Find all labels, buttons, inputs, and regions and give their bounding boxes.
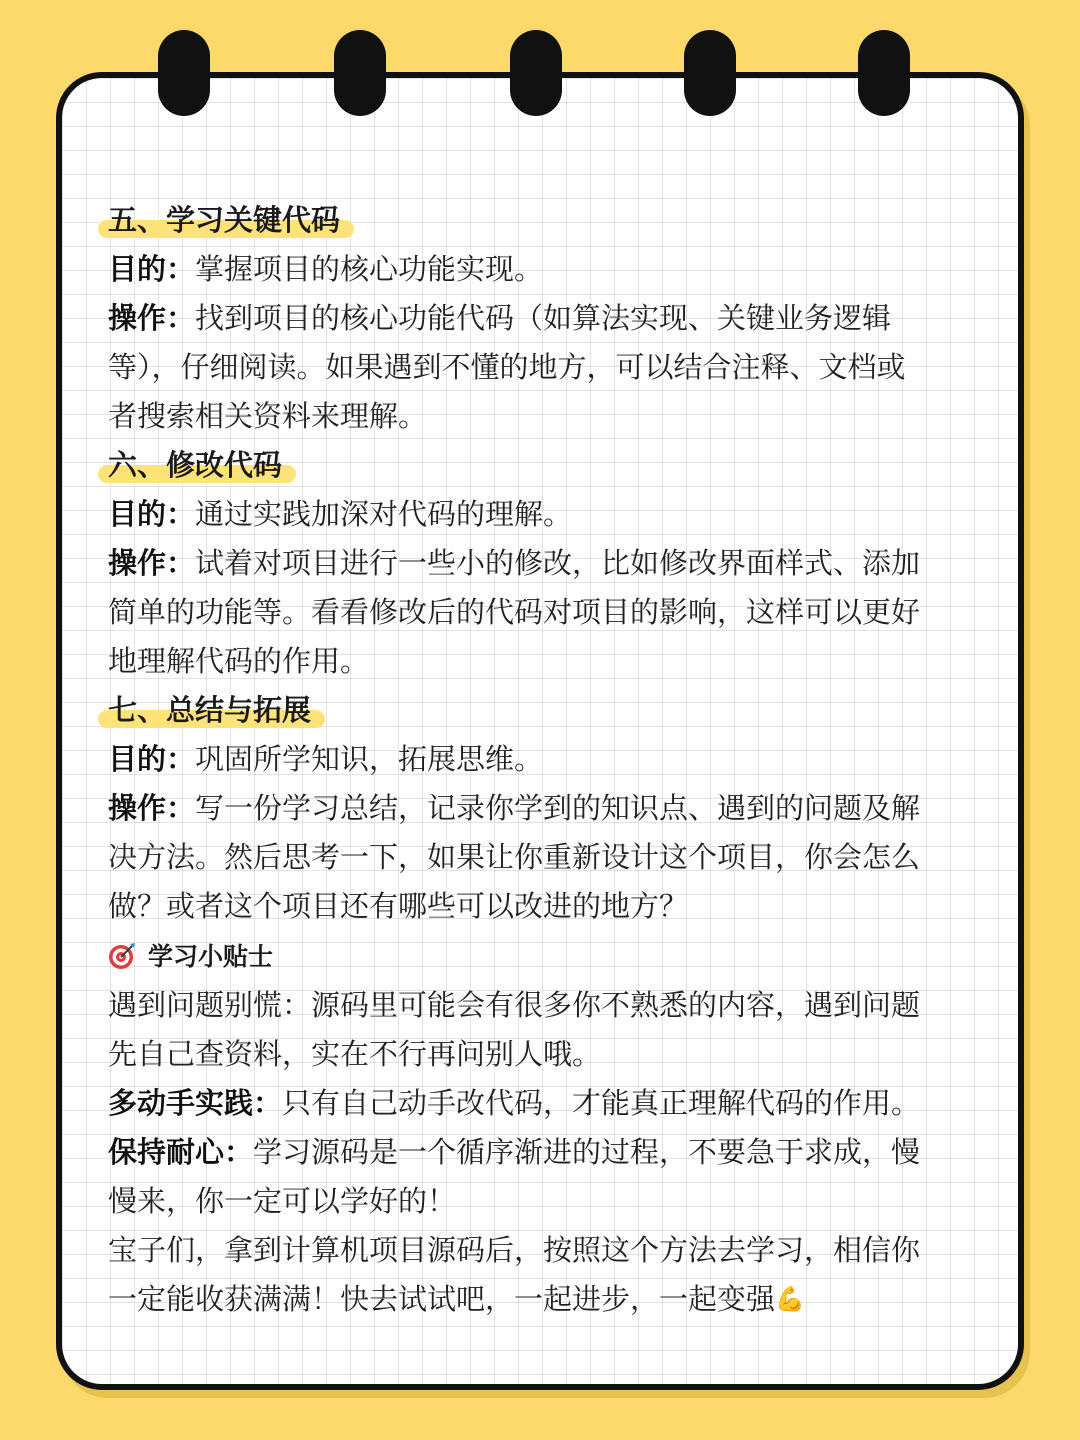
action-label: 操作： [108, 301, 196, 335]
binder-ring [684, 30, 736, 116]
section-heading-row [108, 196, 968, 245]
closing-line: 宝子们，拿到计算机项目源码后，按照这个方法去学习，相信你 [108, 1233, 921, 1267]
binder-ring [510, 30, 562, 116]
tip-label: 多动手实践： [108, 1086, 283, 1120]
tip-line [108, 1128, 968, 1177]
purpose-text: 通过实践加深对代码的理解。 [195, 497, 573, 531]
closing-line [108, 1275, 968, 1324]
action-text-line: 地理解代码的作用。 [108, 644, 370, 678]
tips-heading-row [108, 931, 968, 981]
flexed-biceps-icon: 💪 [775, 1285, 805, 1313]
section-heading: 五、学习关键代码 [108, 196, 340, 245]
tip-text-line: 遇到问题别慌：源码里可能会有很多你不熟悉的内容，遇到问题 [108, 988, 921, 1022]
purpose-label: 目的： [108, 742, 196, 776]
action-label: 操作： [108, 546, 196, 580]
action-line [108, 784, 968, 833]
action-text: 写一份学习总结，记录你学到的知识点、遇到的问题及解 [195, 791, 921, 825]
purpose-line [108, 245, 968, 294]
notebook-content [108, 196, 968, 1324]
binder-ring [334, 30, 386, 116]
tip-text-line: 先自己查资料，实在不行再问别人哦。 [108, 1037, 602, 1071]
tips-title: 学习小贴士 [148, 942, 274, 971]
action-line [108, 294, 968, 343]
action-text-line: 者搜索相关资料来理解。 [108, 399, 428, 433]
section-heading-row [108, 441, 968, 490]
action-text-line: 决方法。然后思考一下，如果让你重新设计这个项目，你会怎么 [108, 840, 921, 874]
action-text-line: 做？或者这个项目还有哪些可以改进的地方？ [108, 889, 689, 923]
tip-line [108, 1079, 968, 1128]
tip-text-line: 慢来，你一定可以学好的！ [108, 1184, 457, 1218]
tip-text: 只有自己动手改代码，才能真正理解代码的作用。 [282, 1086, 921, 1120]
binder-ring [158, 30, 210, 116]
purpose-text: 巩固所学知识，拓展思维。 [195, 742, 544, 776]
purpose-text: 掌握项目的核心功能实现。 [195, 252, 544, 286]
purpose-label: 目的： [108, 497, 196, 531]
action-label: 操作： [108, 791, 196, 825]
closing-text: 一定能收获满满！快去试试吧，一起进步，一起变强 [108, 1282, 776, 1316]
action-text-line: 等），仔细阅读。如果遇到不懂的地方，可以结合注释、文档或 [108, 350, 906, 384]
tip-text: 学习源码是一个循序渐进的过程，不要急于求成，慢 [253, 1135, 921, 1169]
purpose-line [108, 735, 968, 784]
section-heading: 六、修改代码 [108, 441, 282, 490]
action-text-line: 简单的功能等。看看修改后的代码对项目的影响，这样可以更好 [108, 595, 921, 629]
action-text: 试着对项目进行一些小的修改，比如修改界面样式、添加 [195, 546, 921, 580]
section-heading: 七、总结与拓展 [108, 686, 311, 735]
target-icon [108, 942, 136, 970]
purpose-line [108, 490, 968, 539]
action-line [108, 539, 968, 588]
action-text: 找到项目的核心功能代码（如算法实现、关键业务逻辑 [195, 301, 892, 335]
purpose-label: 目的： [108, 252, 196, 286]
section-heading-row [108, 686, 968, 735]
tip-label: 保持耐心： [108, 1135, 254, 1169]
binder-ring [858, 30, 910, 116]
